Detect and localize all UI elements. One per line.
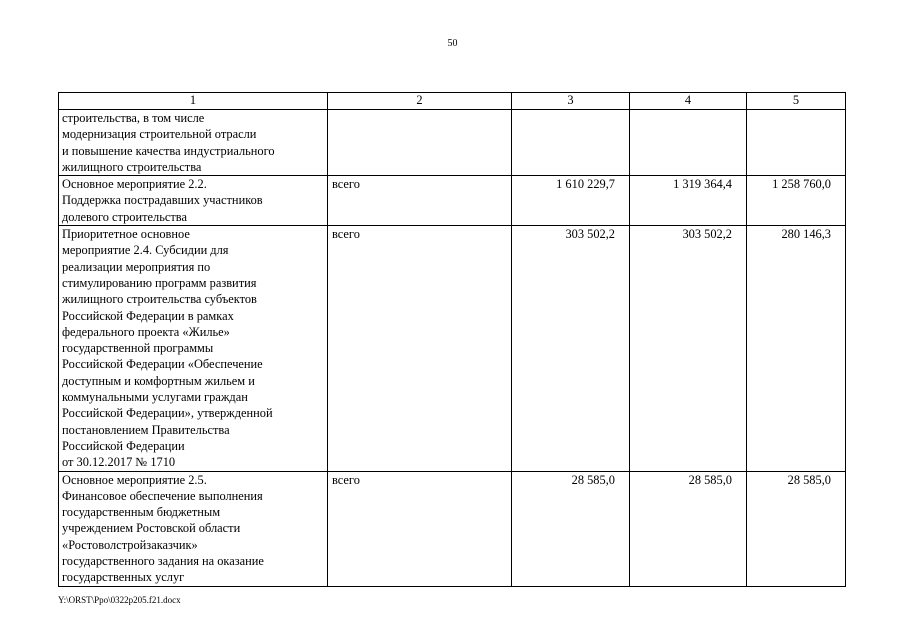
budget-table (58, 92, 846, 587)
row-name-cell: строительства, в том числе модернизация строительной отрасли и повышение качества индустриального жилищного строительства (59, 110, 328, 176)
row-value-cell: 1 319 364,4 (630, 176, 747, 226)
page-number: 50 (447, 38, 458, 49)
table-row (59, 226, 846, 471)
row-value-cell: 1 610 229,7 (512, 176, 630, 226)
row-value-cell: 303 502,2 (512, 226, 630, 471)
row-type-cell: всего (328, 471, 512, 586)
column-header-5: 5 (747, 93, 846, 110)
column-header-4: 4 (630, 93, 747, 110)
column-header-3: 3 (512, 93, 630, 110)
row-name-cell: Приоритетное основное мероприятие 2.4. Субсидии для реализации мероприятия по стимулированию программ развития жилищного строительства субъектов Российской Федерации в рамках федерального проекта «Жилье» государственной программы Российской Федерации «Обеспечение доступным и комфортным жильем и коммунальными услугами граждан Российской Федерации», утвержденной постановлением Правительства Российской Федерации от 30.12.2017 № 1710 (59, 226, 328, 471)
row-value-cell: 1 258 760,0 (747, 176, 846, 226)
row-type-cell: всего (328, 176, 512, 226)
column-header-2: 2 (328, 93, 512, 110)
row-value-cell: 28 585,0 (630, 471, 747, 586)
table-row (59, 471, 846, 586)
table-header-row (59, 93, 846, 110)
column-header-1: 1 (59, 93, 328, 110)
row-value-cell: 280 146,3 (747, 226, 846, 471)
table-row (59, 176, 846, 226)
row-value-cell (630, 110, 747, 176)
row-name-cell: Основное мероприятие 2.5. Финансовое обеспечение выполнения государственным бюджетным учреждением Ростовской области «Ростоволстройзаказчик» государственного задания на оказание государственных услуг (59, 471, 328, 586)
row-value-cell: 28 585,0 (512, 471, 630, 586)
table-row (59, 110, 846, 176)
row-type-cell (328, 110, 512, 176)
row-type-cell: всего (328, 226, 512, 471)
row-value-cell: 303 502,2 (630, 226, 747, 471)
row-value-cell: 28 585,0 (747, 471, 846, 586)
row-name-cell: Основное мероприятие 2.2. Поддержка пострадавших участников долевого строительства (59, 176, 328, 226)
row-value-cell (747, 110, 846, 176)
row-value-cell (512, 110, 630, 176)
footer-file-path: Y:\ORST\Ppo\0322p205.f21.docx (58, 595, 181, 605)
